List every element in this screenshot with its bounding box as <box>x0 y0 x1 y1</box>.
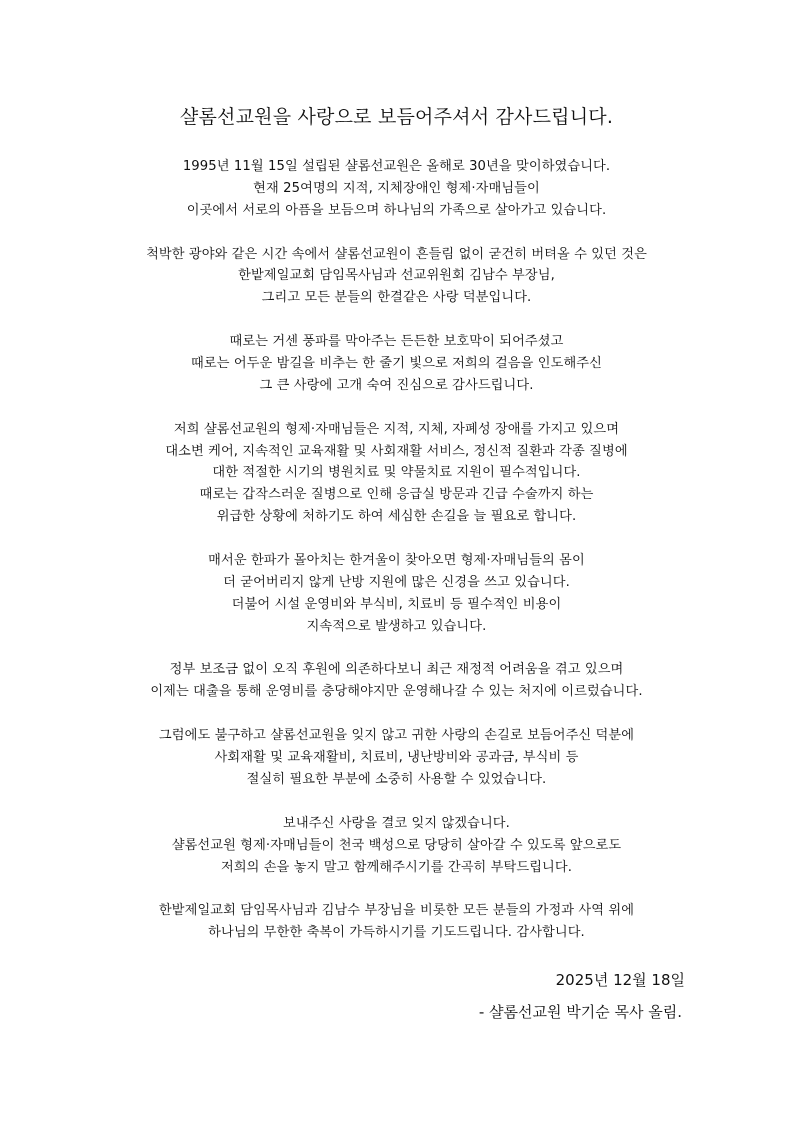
paragraph-3 <box>0 331 793 397</box>
paragraph-line: 저희 샬롬선교원의 형제·자매님들은 지적, 지체, 자폐성 장애를 가지고 있으며 <box>173 421 620 437</box>
paragraph-line: 현재 25여명의 지적, 지체장애인 형제·자매님들이 <box>253 180 540 196</box>
paragraph-line: 지속적으로 발생하고 있습니다. <box>306 618 487 634</box>
paragraph-line: 척박한 광야와 같은 시간 속에서 샬롬선교원이 흔들림 없이 굳건히 버텨올 수 있던 것은 <box>146 246 647 262</box>
paragraph-6 <box>0 659 793 703</box>
paragraph-line: 정부 보조금 없이 오직 후원에 의존하다보니 최근 재정적 어려움을 겪고 있으며 <box>169 662 624 678</box>
paragraph-line: 매서운 한파가 몰아치는 한겨울이 찾아오면 형제·자매님들의 몸이 <box>208 553 585 569</box>
paragraph-line: 하나님의 무한한 축복이 가득하시기를 기도드립니다. 감사합니다. <box>208 925 585 941</box>
paragraph-line: 1995년 11월 15일 설립된 샬롬선교원은 올해로 30년을 맞이하였습니다. <box>182 159 611 174</box>
paragraph-line: 보내주신 사랑을 결코 잊지 않겠습니다. <box>283 815 510 831</box>
paragraph-line: 그럼에도 불구하고 샬롬선교원을 잊지 않고 귀한 사랑의 손길로 보듬어주신 덕분에 <box>158 728 635 744</box>
paragraph-line: 사회재활 및 교육재활비, 치료비, 냉난방비와 공과금, 부식비 등 <box>214 750 579 766</box>
paragraph-1 <box>0 156 793 222</box>
letter-title: 샬롬선교원을 사랑으로 보듬어주셔서 감사드립니다. <box>179 106 614 128</box>
paragraph-7 <box>0 725 793 791</box>
paragraph-line: 저희의 손을 놓지 말고 함께해주시기를 간곡히 부탁드립니다. <box>220 859 573 875</box>
paragraph-8 <box>0 813 793 879</box>
paragraph-line: 더불어 시설 운영비와 부식비, 치료비 등 필수적인 비용이 <box>231 596 562 612</box>
paragraph-line: 그 큰 사랑에 고개 숙여 진심으로 감사드립니다. <box>259 377 534 393</box>
paragraph-line: 이곳에서 서로의 아픔을 보듬으며 하나님의 가족으로 살아가고 있습니다. <box>186 202 607 218</box>
paragraph-line: 때로는 갑작스러운 질병으로 인해 응급실 방문과 긴급 수술까지 하는 <box>199 487 594 503</box>
paragraph-line: 그리고 모든 분들의 한결같은 사랑 덕분입니다. <box>261 290 532 306</box>
paragraph-line: 절실히 필요한 부분에 소중히 사용할 수 있었습니다. <box>246 771 547 787</box>
paragraph-line: 대한 적절한 시기의 병원치료 및 약물치료 지원이 필수적입니다. <box>212 465 581 481</box>
paragraph-line: 때로는 거센 풍파를 막아주는 든든한 보호막이 되어주셨고 <box>229 334 564 350</box>
paragraph-line: 때로는 어두운 밤길을 비추는 한 줄기 빛으로 저희의 걸음을 인도해주신 <box>191 356 602 372</box>
letter-signature: - 샬롬선교원 박기순 목사 올림. <box>478 1003 682 1021</box>
paragraph-line: 샬롬선교원 형제·자매님들이 천국 백성으로 당당히 살아갈 수 있도록 앞으로도 <box>171 837 622 853</box>
paragraph-9 <box>0 900 793 944</box>
letter-date: 2025년 12월 18일 <box>555 971 685 989</box>
paragraph-line: 이제는 대출을 통해 운영비를 충당해야지만 운영해나갈 수 있는 처지에 이르렀습니다. <box>150 684 643 700</box>
paragraph-line: 한밭제일교회 담임목사님과 김남수 부장님을 비롯한 모든 분들의 가정과 사역 위에 <box>158 903 635 919</box>
paragraph-line: 위급한 상황에 처하기도 하여 세심한 손길을 늘 필요로 합니다. <box>216 509 577 525</box>
paragraph-5 <box>0 550 793 638</box>
paragraph-line: 더 굳어버리지 않게 난방 지원에 많은 신경을 쓰고 있습니다. <box>223 574 570 590</box>
paragraph-2 <box>0 244 793 310</box>
paragraph-line: 한밭제일교회 담임목사님과 선교위원회 김남수 부장님, <box>238 268 555 284</box>
paragraph-line: 대소변 케어, 지속적인 교육재활 및 사회재활 서비스, 정신적 질환과 각종 질병에 <box>165 443 628 459</box>
letter-body <box>0 156 793 966</box>
paragraph-4 <box>0 419 793 528</box>
